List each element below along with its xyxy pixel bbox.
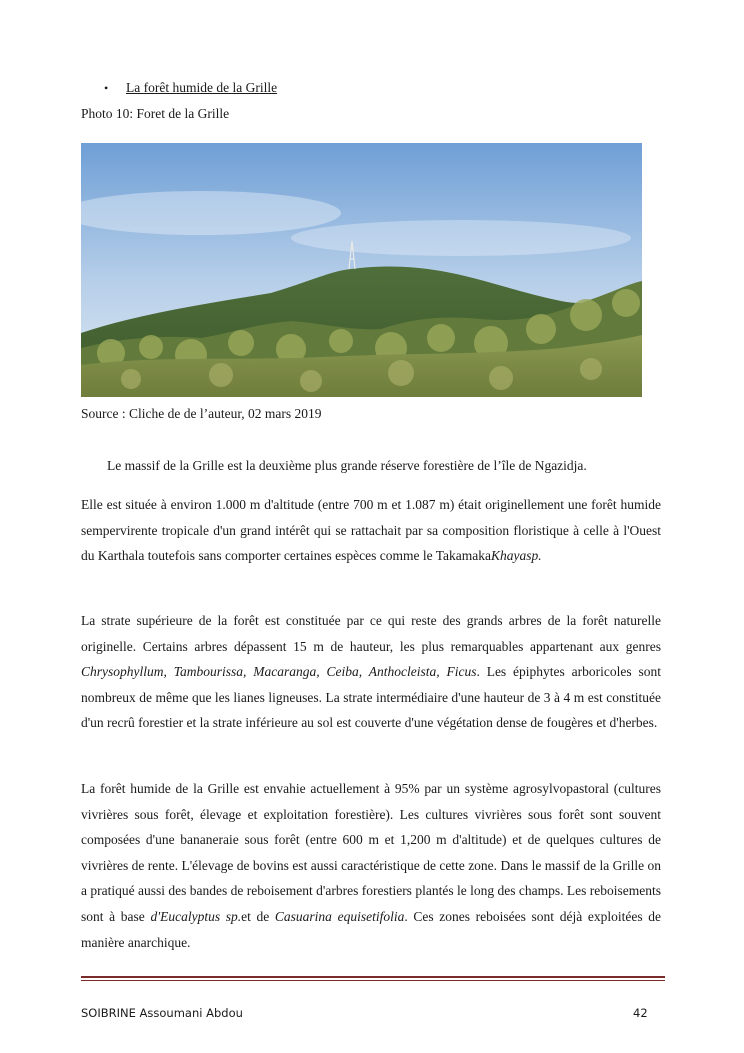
paragraph-intro-text: Le massif de la Grille est la deuxième plus grande réserve forestière de l’île de Ngazidja. — [107, 458, 587, 473]
paragraph-agro-middle: et de — [241, 908, 275, 924]
forest-photo — [81, 143, 642, 397]
footer-rule-thin — [81, 980, 665, 981]
photo-source: Source : Cliche de de l’auteur, 02 mars 2019 — [81, 406, 322, 421]
paragraph-agrosylvopastoral — [81, 776, 661, 955]
paragraph-strata-text: La strate supérieure de la forêt est constituée par ce qui reste des grands arbres de la forêt naturelle originelle. Certains arbres dépassent 15 m de hauteur, les plus remarquables appartenant aux genres — [81, 613, 661, 654]
page-number: 42 — [633, 1006, 648, 1020]
paragraph-agro-end: . Ces zones reboisées sont déjà exploitées de manière anarchique. — [81, 908, 661, 950]
paragraph-intro — [81, 453, 661, 479]
paragraph-altitude — [81, 492, 661, 569]
footer-author: SOIBRINE Assoumani Abdou — [81, 1006, 243, 1020]
section-heading — [104, 79, 277, 97]
species-name: Khayasp. — [491, 548, 542, 564]
paragraph-strata — [81, 608, 661, 736]
casuarina-name: Casuarina equisetifolia — [274, 908, 405, 924]
eucalyptus-name: d'Eucalyptus sp. — [150, 908, 242, 924]
section-title: La forêt humide de la Grille — [126, 80, 278, 95]
paragraph-strata-text-end: . Les épiphytes arboricoles sont nombreux de même que les lianes ligneuses. La strate intermédiaire d'une hauteur de 3 à 4 m est constituée d'un recrû forestier et la strate inférieure au sol est couverte d'une végétation dense de fougères et d'herbes. — [81, 664, 661, 731]
paragraph-agro-text: La forêt humide de la Grille est envahie actuellement à 95% par un système agrosylvopastoral (cultures vivrières sous forêt, élevage et exploitation forestière). Les cultures vivrières sous forêt sont souvent composées d'une bananeraie sous forêt (entre 600 m et 1,200 m d'altitude) et de quelques cultures de vivrières de rente. L'élevage de bovins est aussi caractéristique de cette zone. Dans le massif de la Grille on a pratiqué aussi des bandes de reboisement d'arbres forestiers plantés le long des champs. Les reboisements sont à base — [81, 781, 661, 924]
genera-list: Chrysophyllum, Tambourissa, Macaranga, Ceiba, Anthocleista, Ficus — [81, 664, 477, 680]
bullet-icon: • — [104, 81, 109, 95]
photo-caption: Photo 10: Foret de la Grille — [81, 106, 230, 121]
footer-rule — [81, 976, 665, 978]
paragraph-altitude-text: Elle est située à environ 1.000 m d'altitude (entre 700 m et 1.087 m) était originellement une forêt humide sempervirente tropicale d'un grand intérêt qui se rattachait par sa composition floristique à celle à l'Ouest du Karthala toutefois sans comporter certaines espèces comme le Takamaka — [81, 497, 661, 564]
